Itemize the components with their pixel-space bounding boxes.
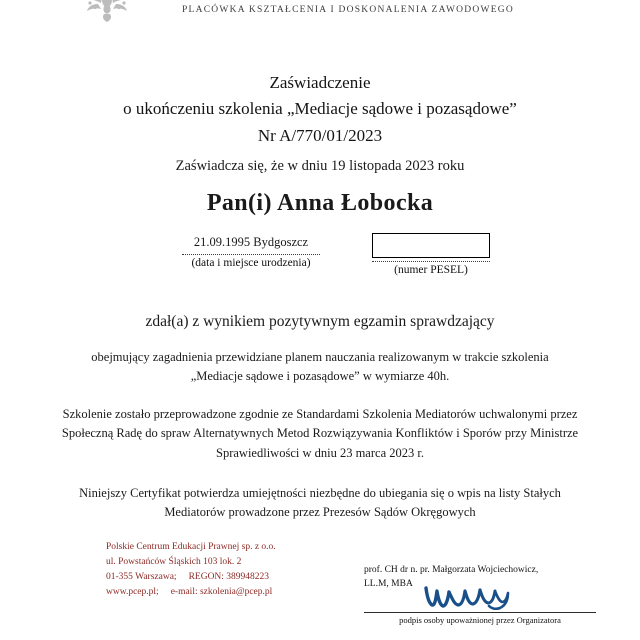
signature-block [364, 564, 596, 625]
company-website-link[interactable]: www.pcep.pl; [106, 587, 159, 597]
certificate-title [0, 70, 640, 149]
title-line-2: o ukończeniu szkolenia „Mediacje sądowe i pozasądowe” [123, 99, 517, 119]
birth-field-rule [182, 253, 320, 255]
recipient-name: Pan(i) Anna Łobocka [206, 190, 434, 216]
birth-date-place-value: 21.09.1995 Bydgoszcz [193, 235, 309, 249]
company-details [106, 540, 276, 600]
certificate-confirmation-paragraph: Niniejszy Certyfikat potwierdza umiejętności niezbędne do ubiegania się o wpis na listy Stałych Mediatorów prowadzone przez Prezesów Sądów Okręgowych [79, 486, 561, 520]
pesel-input-box[interactable] [372, 233, 490, 258]
signature-caption: podpis osoby upoważnionej przez Organizatora [399, 615, 561, 625]
pesel-field-caption: (numer PESEL) [394, 264, 468, 276]
birth-field-group [182, 233, 320, 269]
company-email-link[interactable]: e-mail: szkolenia@pcep.pl [170, 587, 273, 597]
title-line-1: Zaświadczenie [269, 73, 371, 92]
training-scope-paragraph: obejmujący zagadnienia przewidziane planem nauczania realizowanym w trakcie szkolenia „Mediacje sądowe i pozasądowe” w wymiarze 40h. [91, 350, 549, 383]
company-contact [106, 585, 276, 600]
company-regon: REGON: 389948223 [188, 572, 270, 582]
signatory-name-line-2: LL.M, MBA [364, 578, 413, 589]
pesel-field-rule [372, 260, 490, 262]
document-header [0, 0, 640, 28]
crest-emblem-icon [78, 0, 136, 26]
certificate-number: Nr A/770/01/2023 [257, 125, 383, 145]
company-city: 01-355 Warszawa; [106, 572, 177, 582]
company-name: Polskie Centrum Edukacji Prawnej sp. z o.o. [106, 542, 276, 552]
signature-rule [364, 612, 596, 613]
organization-type-line: PLACÓWKA KSZTAŁCENIA I DOSKONALENIA ZAWODOWEGO [182, 5, 514, 15]
exam-result-line: zdał(a) z wynikiem pozytywnym egzamin sprawdzający [145, 313, 495, 330]
handwritten-signature-icon [422, 584, 518, 610]
company-street: ul. Powstańców Śląskich 103 lok. 2 [106, 557, 242, 567]
identity-row [0, 233, 640, 283]
company-city-regon [106, 570, 276, 585]
birth-field-caption: (data i miejsce urodzenia) [191, 257, 311, 269]
signatory-name-line-1: prof. CH dr n. pr. Małgorzata Wojciechowicz, [364, 565, 539, 575]
cut-off-bottom-text [104, 631, 354, 640]
pesel-field-group [372, 233, 490, 276]
training-standards-paragraph: Szkolenie zostało przeprowadzone zgodnie ze Standardami Szkolenia Mediatorów uchwalonymi przez Społeczną Radę do spraw Alternatywnych Metod Rozwiązywania Konfliktów i Sporów przy Ministrze Sprawiedliwości w dniu 23 marca 2023 r. [61, 407, 579, 460]
attestation-statement: Zaświadcza się, że w dniu 19 listopada 2023 roku [175, 158, 465, 174]
